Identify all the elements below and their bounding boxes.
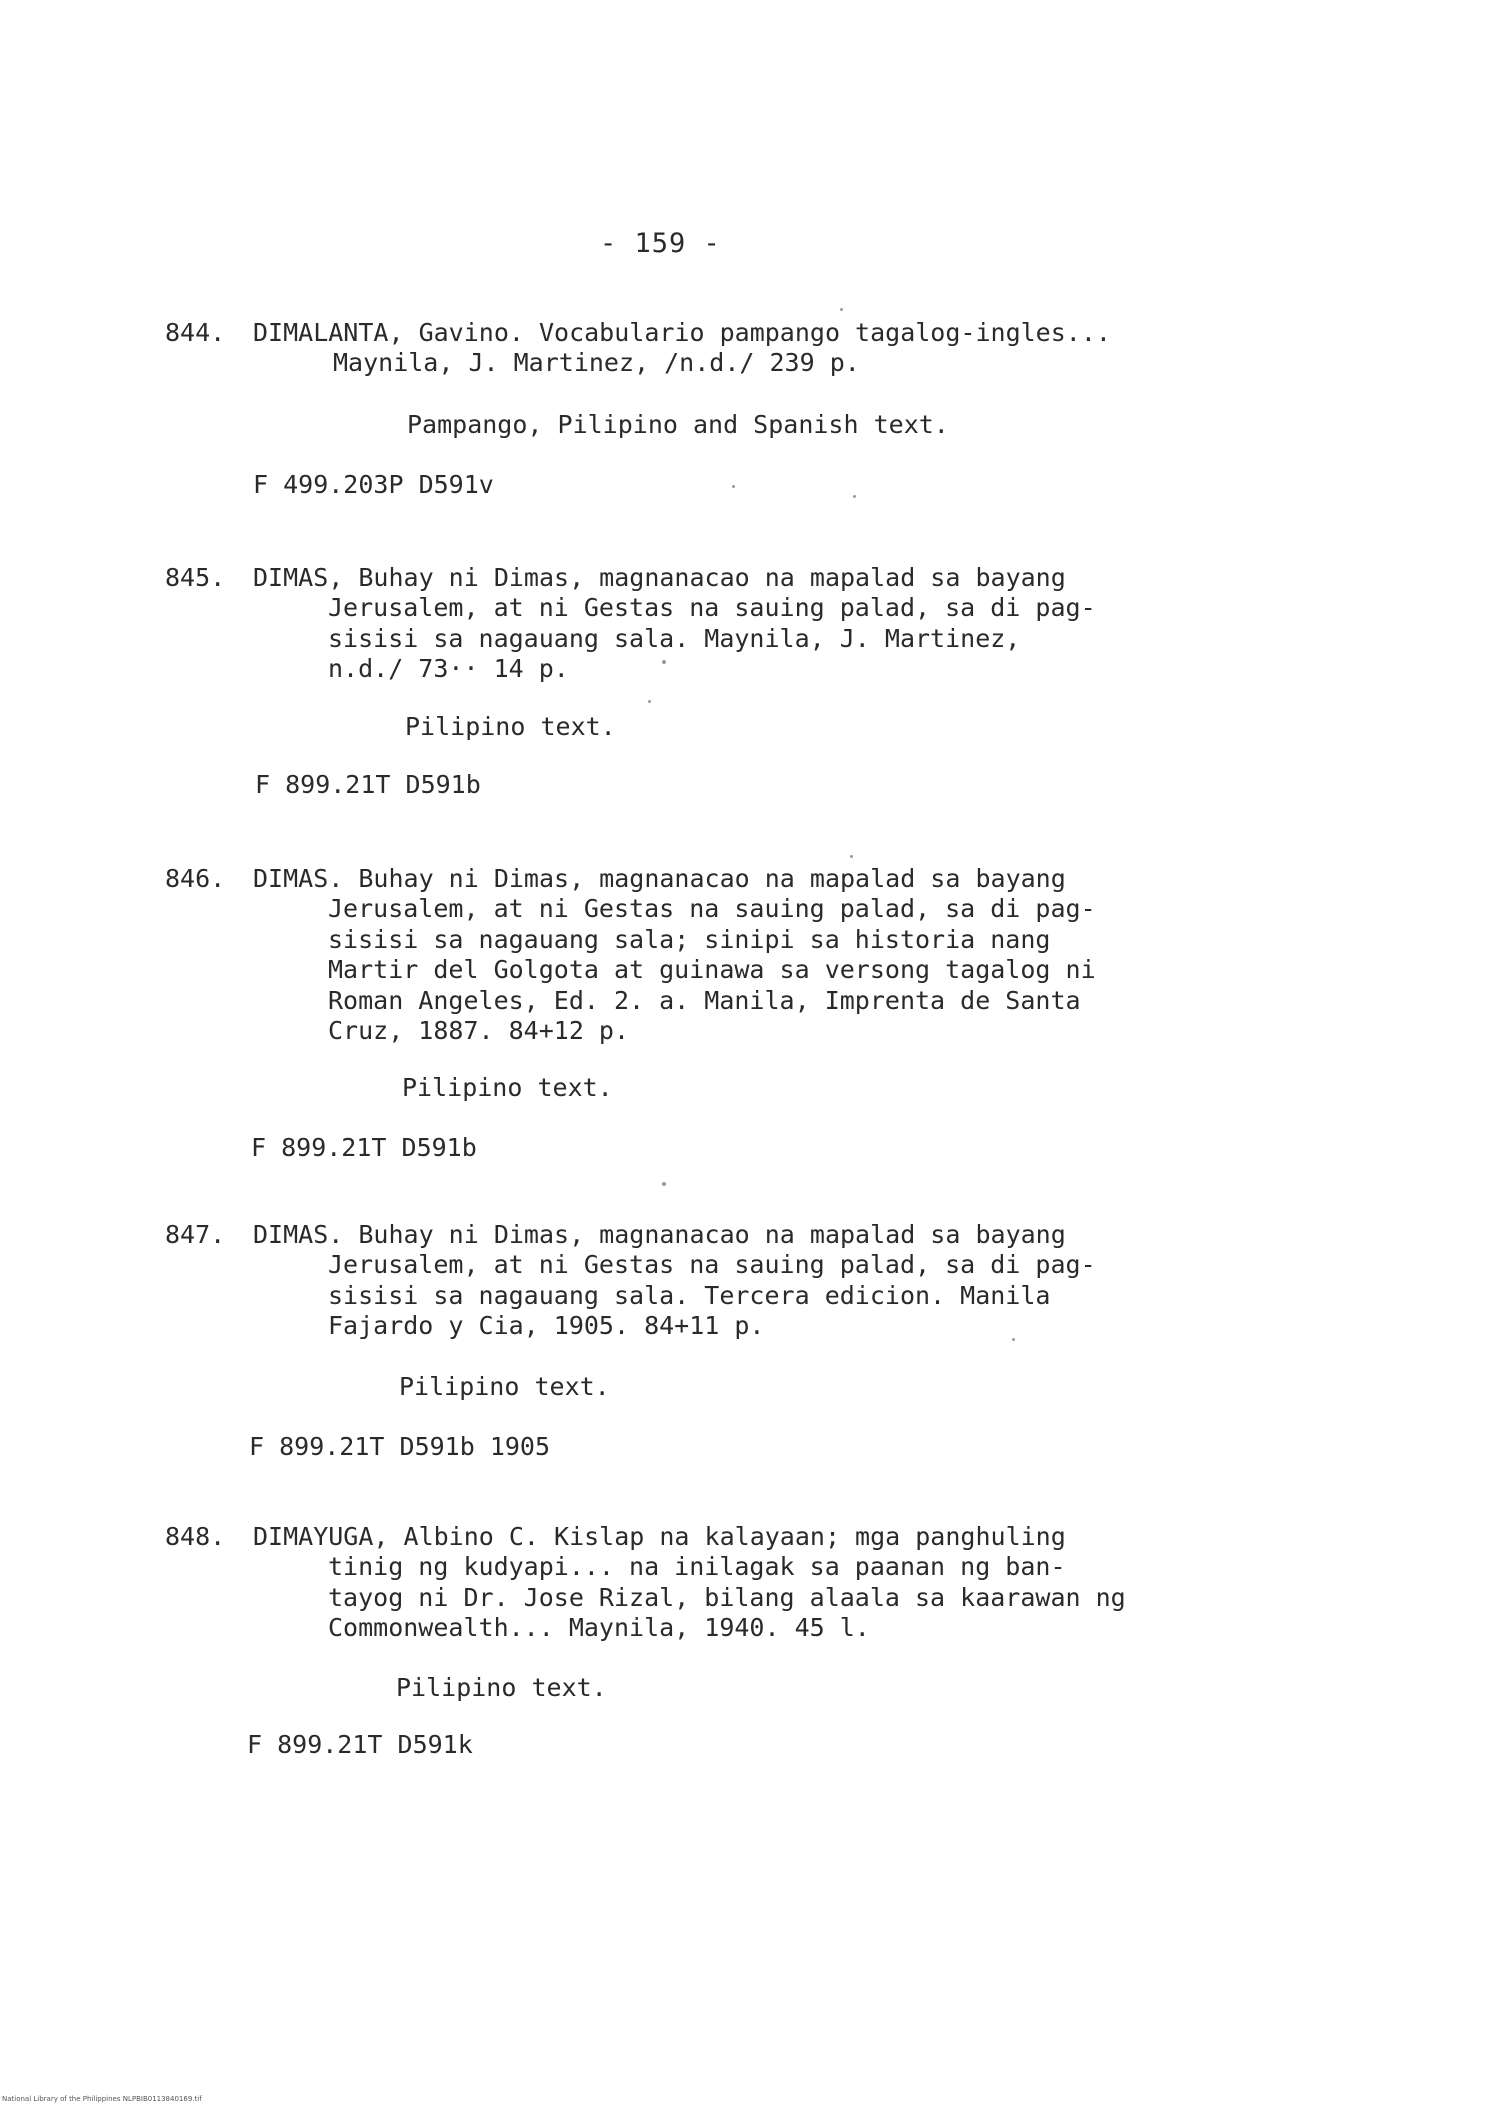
scan-speck	[648, 700, 651, 703]
entry-number: 847.	[165, 1220, 226, 1249]
scan-speck	[732, 485, 735, 488]
entry-number: 846.	[165, 864, 226, 893]
call-number: F 899.21T D591b	[255, 770, 481, 799]
entry-heading: DIMAS, Buhay ni Dimas, magnanacao na mapalad sa bayang	[253, 563, 1066, 592]
scan-speck	[850, 855, 853, 858]
entry-continuation: Jerusalem, at ni Gestas na sauing palad, sa di pag- sisisi sa nagauang sala. Tercera edicion. Manila Fajardo y Cia, 1905. 84+11 p.	[328, 1250, 1096, 1340]
language-note: Pilipino text.	[402, 1073, 613, 1102]
entry-heading: DIMALANTA, Gavino. Vocabulario pampango tagalog-ingles...	[253, 318, 1111, 347]
scan-speck	[840, 308, 843, 311]
scan-speck	[853, 495, 856, 498]
language-note: Pilipino text.	[405, 712, 616, 741]
page-number: - 159 -	[600, 228, 721, 259]
entry-continuation: Jerusalem, at ni Gestas na sauing palad, sa di pag- sisisi sa nagauang sala. Maynila, J. Martinez, n.d./ 73·· 14 p.	[328, 593, 1096, 683]
entry-number: 848.	[165, 1522, 226, 1551]
call-number: F 899.21T D591k	[247, 1730, 473, 1759]
language-note: Pampango, Pilipino and Spanish text.	[407, 410, 949, 439]
entry-number: 844.	[165, 318, 226, 347]
entry-continuation: tinig ng kudyapi... na inilagak sa paanan ng ban- tayog ni Dr. Jose Rizal, bilang alaala sa kaarawan ng Commonwealth... Maynila, 1940. 45 l.	[328, 1552, 1126, 1642]
language-note: Pilipino text.	[396, 1673, 607, 1702]
language-note: Pilipino text.	[399, 1372, 610, 1401]
call-number: F 499.203P D591v	[253, 470, 494, 499]
scan-speck	[662, 1182, 666, 1186]
call-number: F 899.21T D591b 1905	[249, 1432, 551, 1461]
scan-speck	[1012, 1338, 1015, 1341]
scan-footer: National Library of the Philippines NLPBIB0113840169.tif	[2, 2095, 202, 2103]
scan-speck	[662, 660, 666, 664]
entry-continuation: Maynila, J. Martinez, /n.d./ 239 p.	[333, 348, 860, 377]
call-number: F 899.21T D591b	[251, 1133, 477, 1162]
entry-heading: DIMAS. Buhay ni Dimas, magnanacao na mapalad sa bayang	[253, 1220, 1066, 1249]
entry-continuation: Jerusalem, at ni Gestas na sauing palad, sa di pag- sisisi sa nagauang sala; sinipi sa historia nang Martir del Golgota at guinawa sa versong tagalog ni Roman Angeles, Ed. 2. a. Manila, Imprenta de Santa Cruz, 1887. 84+12 p.	[328, 894, 1096, 1045]
entry-heading: DIMAS. Buhay ni Dimas, magnanacao na mapalad sa bayang	[253, 864, 1066, 893]
entry-number: 845.	[165, 563, 226, 592]
entry-heading: DIMAYUGA, Albino C. Kislap na kalayaan; mga panghuling	[253, 1522, 1066, 1551]
